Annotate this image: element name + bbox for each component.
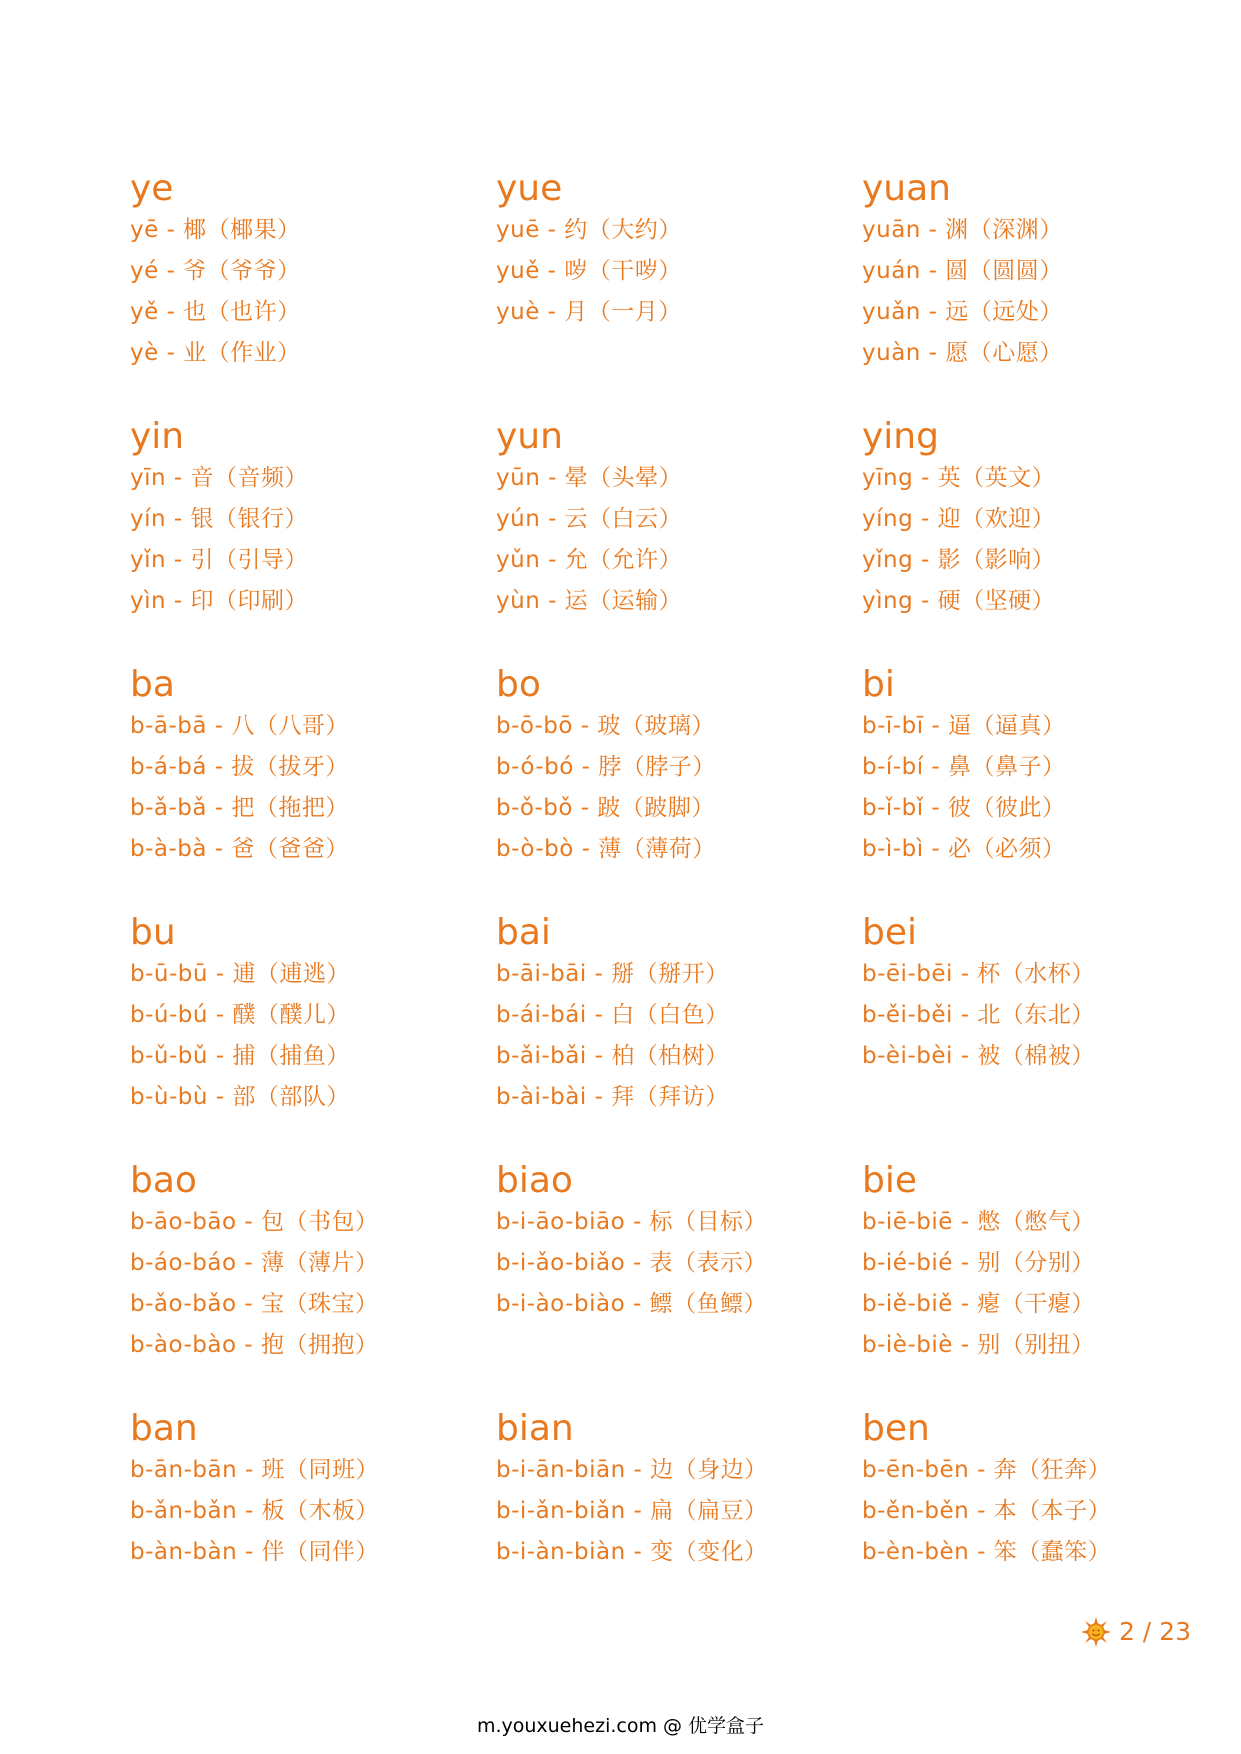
- pinyin-group-yue: [496, 170, 826, 333]
- pinyin-entry: b-èn-bèn - 笨（蠢笨）: [862, 1539, 1112, 1565]
- pinyin-entry: b-ǎi-bǎi - 柏（柏树）: [496, 1043, 729, 1069]
- group-title: ying: [862, 416, 939, 457]
- group-title: bai: [496, 912, 551, 953]
- group-title: bao: [130, 1160, 197, 1201]
- group-title: bei: [862, 912, 918, 953]
- group-title: ye: [130, 168, 174, 209]
- pinyin-entry: b-ó-bó - 脖（脖子）: [496, 754, 716, 780]
- pinyin-group-ben: [862, 1410, 1192, 1573]
- group-title: bian: [496, 1408, 574, 1449]
- pinyin-entry: b-ié-bié - 别（分别）: [862, 1250, 1095, 1276]
- group-title: bie: [862, 1160, 918, 1201]
- pinyin-group-yin: [130, 418, 460, 622]
- pinyin-group-biao: [496, 1162, 826, 1325]
- pinyin-entry: b-ān-bān - 班（同班）: [130, 1457, 380, 1483]
- pinyin-group-yun: [496, 418, 826, 622]
- pinyin-entry: b-àn-bàn - 伴（同伴）: [130, 1539, 380, 1565]
- pinyin-entry: b-áo-báo - 薄（薄片）: [130, 1250, 379, 1276]
- pinyin-entry: yǐn - 引（引导）: [130, 547, 308, 573]
- pinyin-entry: b-ò-bò - 薄（薄荷）: [496, 836, 716, 862]
- pinyin-entry: b-èi-bèi - 被（棉被）: [862, 1043, 1095, 1069]
- pinyin-entry: b-ǎo-bǎo - 宝（珠宝）: [130, 1291, 379, 1317]
- pinyin-entry: yuān - 渊（深渊）: [862, 217, 1063, 243]
- group-title: ba: [130, 664, 175, 705]
- pinyin-entry: b-ú-bú - 醭（醭儿）: [130, 1002, 350, 1028]
- pinyin-entry: b-á-bá - 拔（拔牙）: [130, 754, 349, 780]
- pinyin-group-ying: [862, 418, 1192, 622]
- pinyin-entry: b-i-àn-biàn - 变（变化）: [496, 1539, 768, 1565]
- pinyin-group-bo: [496, 666, 826, 870]
- pinyin-entry: b-iè-biè - 别（别扭）: [862, 1332, 1095, 1358]
- pinyin-group-bian: [496, 1410, 826, 1573]
- pinyin-entry: b-ǎ-bǎ - 把（拖把）: [130, 795, 349, 821]
- group-title: yin: [130, 416, 185, 457]
- pinyin-entry: b-ǒ-bǒ - 跛（跛脚）: [496, 795, 715, 821]
- pinyin-entry: b-i-ǎo-biǎo - 表（表示）: [496, 1250, 768, 1276]
- pinyin-group-ye: [130, 170, 460, 374]
- pinyin-entry: b-ū-bū - 逋（逋逃）: [130, 961, 350, 987]
- group-title: bi: [862, 664, 895, 705]
- pinyin-entry: yǔn - 允（允许）: [496, 547, 683, 573]
- site-footer: m.youxuehezi.com @ 优学盒子: [476, 1715, 765, 1737]
- pinyin-entry: yǐng - 影（影响）: [862, 547, 1056, 573]
- pinyin-group-bi: [862, 666, 1192, 870]
- pinyin-entry: yīn - 音（音频）: [130, 465, 308, 491]
- pinyin-entry: b-i-ào-biào - 鳔（鱼鳔）: [496, 1291, 768, 1317]
- pinyin-entry: yé - 爷（爷爷）: [130, 258, 301, 284]
- pinyin-entry: b-ǎn-bǎn - 板（木板）: [130, 1498, 380, 1524]
- pinyin-entry: yè - 业（作业）: [130, 340, 301, 366]
- group-title: yuan: [862, 168, 951, 209]
- pinyin-entry: yuán - 圆（圆圆）: [862, 258, 1063, 284]
- pinyin-entry: b-ěn-běn - 本（本子）: [862, 1498, 1112, 1524]
- pinyin-entry: b-ā-bā - 八（八哥）: [130, 713, 349, 739]
- pinyin-group-ban: [130, 1410, 460, 1573]
- pinyin-entry: b-ěi-běi - 北（东北）: [862, 1002, 1095, 1028]
- pinyin-entry: yuē - 约（大约）: [496, 217, 682, 243]
- group-title: yue: [496, 168, 563, 209]
- pinyin-group-bai: [496, 914, 826, 1118]
- group-title: bu: [130, 912, 176, 953]
- pinyin-group-bie: [862, 1162, 1192, 1366]
- pinyin-group-bei: [862, 914, 1192, 1077]
- pinyin-group-ba: [130, 666, 460, 870]
- pinyin-entry: yīng - 英（英文）: [862, 465, 1056, 491]
- pinyin-entry: b-ī-bī - 逼（逼真）: [862, 713, 1066, 739]
- pinyin-group-bu: [130, 914, 460, 1118]
- pinyin-entry: b-ǔ-bǔ - 捕（捕鱼）: [130, 1043, 350, 1069]
- pinyin-entry: b-ào-bào - 抱（拥抱）: [130, 1332, 379, 1358]
- sun-icon: [1081, 1617, 1111, 1647]
- pinyin-entry: yìng - 硬（坚硬）: [862, 588, 1056, 614]
- group-title: bo: [496, 664, 541, 705]
- group-title: ban: [130, 1408, 198, 1449]
- pinyin-entry: b-ài-bài - 拜（拜访）: [496, 1084, 729, 1110]
- pinyin-entry: b-i-ān-biān - 边（身边）: [496, 1457, 768, 1483]
- pinyin-entry: b-i-ǎn-biǎn - 扁（扁豆）: [496, 1498, 768, 1524]
- pinyin-entry: b-iě-biě - 瘪（干瘪）: [862, 1291, 1095, 1317]
- group-title: biao: [496, 1160, 573, 1201]
- pinyin-entry: b-à-bà - 爸（爸爸）: [130, 836, 349, 862]
- pinyin-entry: yuè - 月（一月）: [496, 299, 682, 325]
- pinyin-entry: yíng - 迎（欢迎）: [862, 506, 1056, 532]
- pinyin-entry: b-ì-bì - 必（必须）: [862, 836, 1066, 862]
- pinyin-group-yuan: [862, 170, 1192, 374]
- pinyin-entry: b-ēn-bēn - 奔（狂奔）: [862, 1457, 1112, 1483]
- pinyin-entry: b-āi-bāi - 掰（掰开）: [496, 961, 729, 987]
- pinyin-group-bao: [130, 1162, 460, 1366]
- pinyin-entry: yuàn - 愿（心愿）: [862, 340, 1063, 366]
- pinyin-entry: yùn - 运（运输）: [496, 588, 683, 614]
- pinyin-entry: yuě - 哕（干哕）: [496, 258, 682, 284]
- pinyin-entry: yě - 也（也许）: [130, 299, 301, 325]
- pinyin-entry: yún - 云（白云）: [496, 506, 683, 532]
- pinyin-entry: yūn - 晕（头晕）: [496, 465, 683, 491]
- pinyin-entry: b-ō-bō - 玻（玻璃）: [496, 713, 715, 739]
- pinyin-entry: yē - 椰（椰果）: [130, 217, 301, 243]
- page-number: 2 / 23: [1118, 1617, 1191, 1646]
- pinyin-entry: b-í-bí - 鼻（鼻子）: [862, 754, 1066, 780]
- pinyin-entry: b-iē-biē - 憋（憋气）: [862, 1209, 1095, 1235]
- group-title: ben: [862, 1408, 930, 1449]
- pinyin-entry: b-ù-bù - 部（部队）: [130, 1084, 350, 1110]
- pinyin-entry: yìn - 印（印刷）: [130, 588, 308, 614]
- group-title: yun: [496, 416, 563, 457]
- page-indicator: [1081, 1615, 1191, 1649]
- pinyin-entry: b-i-āo-biāo - 标（目标）: [496, 1209, 768, 1235]
- pinyin-entry: b-āo-bāo - 包（书包）: [130, 1209, 379, 1235]
- pinyin-entry: b-ái-bái - 白（白色）: [496, 1002, 729, 1028]
- pinyin-entry: yuǎn - 远（远处）: [862, 299, 1063, 325]
- pinyin-entry: b-ēi-bēi - 杯（水杯）: [862, 961, 1095, 987]
- pinyin-entry: b-ǐ-bǐ - 彼（彼此）: [862, 795, 1066, 821]
- pinyin-entry: yín - 银（银行）: [130, 506, 308, 532]
